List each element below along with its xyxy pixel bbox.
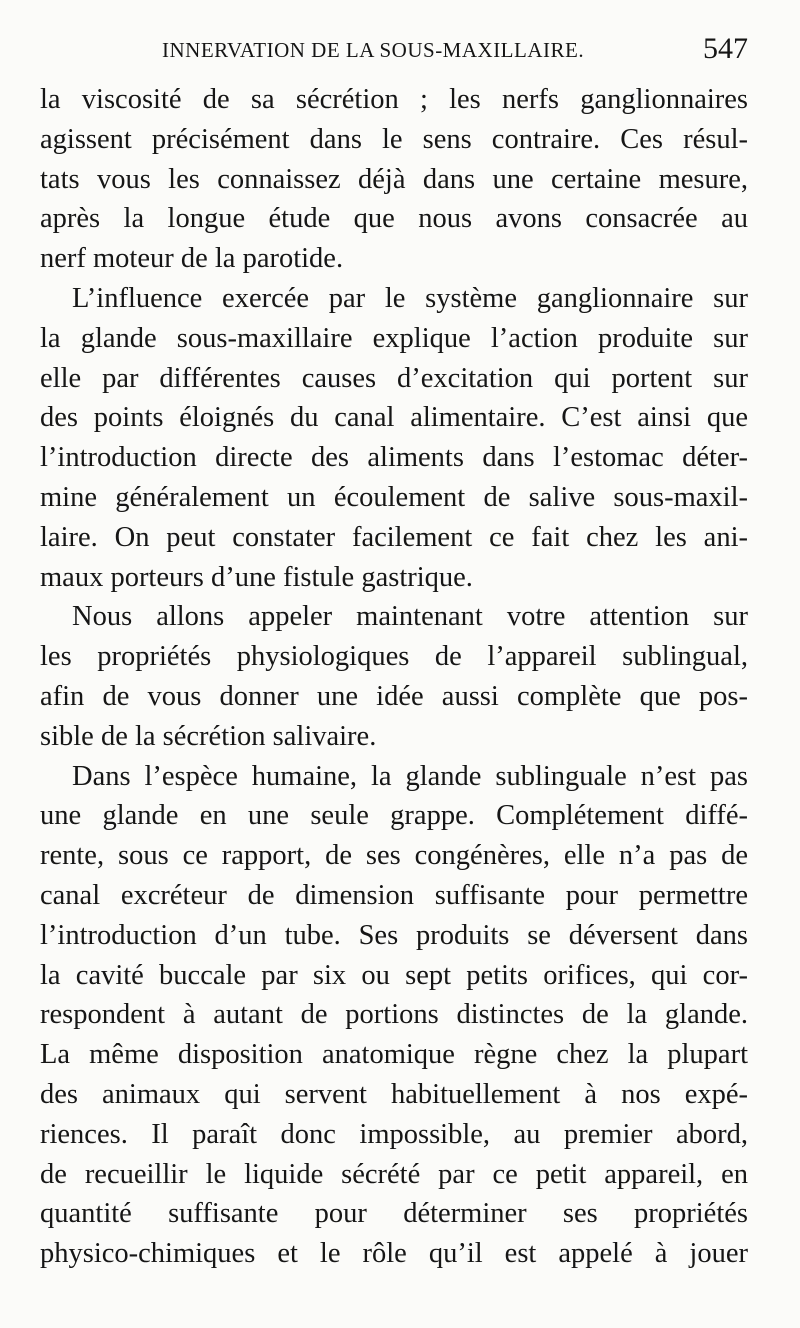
text-line: L’influence exercée par le système ganglionnaire sur	[72, 282, 748, 314]
running-header	[38, 32, 748, 72]
text-line: canal excréteur de dimension suffisante pour permettre	[40, 879, 748, 911]
text-line: La même disposition anatomique règne chez la plupart	[40, 1039, 748, 1071]
paragraph-2	[40, 279, 748, 597]
text-line: l’introduction directe des aliments dans l’estomac déter-	[40, 442, 748, 474]
text-line: sible de la sécrétion salivaire.	[40, 720, 377, 752]
text-line: agissent précisément dans le sens contraire. Ces résul-	[40, 123, 748, 155]
paragraph-1	[40, 80, 748, 279]
text-line: Nous allons appeler maintenant votre attention sur	[72, 601, 748, 633]
text-line: la viscosité de sa sécrétion ; les nerfs ganglionnaires	[40, 84, 748, 115]
paragraph-3	[40, 597, 748, 756]
body-text	[40, 80, 748, 1274]
text-line: après la longue étude que nous avons consacrée au	[40, 203, 748, 235]
running-title: INNERVATION DE LA SOUS-MAXILLAIRE.	[162, 38, 585, 62]
text-line: de recueillir le liquide sécrété par ce petit appareil, en	[40, 1158, 748, 1190]
text-line: quantité suffisante pour déterminer ses propriétés	[40, 1198, 748, 1230]
text-line: riences. Il paraît donc impossible, au premier abord,	[40, 1118, 748, 1150]
text-line: la glande sous-maxillaire explique l’action produite sur	[40, 322, 748, 354]
text-line: maux porteurs d’une fistule gastrique.	[40, 561, 473, 593]
text-line: Dans l’espèce humaine, la glande sublinguale n’est pas	[72, 760, 748, 792]
text-line: des points éloignés du canal alimentaire. C’est ainsi que	[40, 402, 748, 434]
text-line: la cavité buccale par six ou sept petits orifices, qui cor-	[40, 959, 748, 991]
text-line: physico-chimiques et le rôle qu’il est appelé à jouer	[40, 1238, 748, 1270]
text-line: laire. On peut constater facilement ce fait chez les ani-	[40, 521, 748, 553]
text-line: tats vous les connaissez déjà dans une certaine mesure,	[40, 163, 748, 195]
paragraph-4	[40, 757, 748, 1274]
text-line: des animaux qui servent habituellement à nos expé-	[40, 1078, 748, 1110]
text-line: nerf moteur de la parotide.	[40, 243, 344, 275]
page-number: 547	[703, 32, 748, 65]
text-line: rente, sous ce rapport, de ses congénères, elle n’a pas de	[40, 840, 748, 872]
text-line: mine généralement un écoulement de salive sous-maxil-	[40, 481, 748, 513]
text-line: afin de vous donner une idée aussi complète que pos-	[40, 680, 748, 712]
text-line: elle par différentes causes d’excitation qui portent sur	[40, 362, 748, 394]
text-line: l’introduction d’un tube. Ses produits se déversent dans	[40, 919, 748, 951]
text-line: les propriétés physiologiques de l’appareil sublingual,	[40, 641, 748, 673]
text-line: respondent à autant de portions distinctes de la glande.	[40, 999, 748, 1031]
text-line: une glande en une seule grappe. Complétement diffé-	[40, 800, 748, 832]
